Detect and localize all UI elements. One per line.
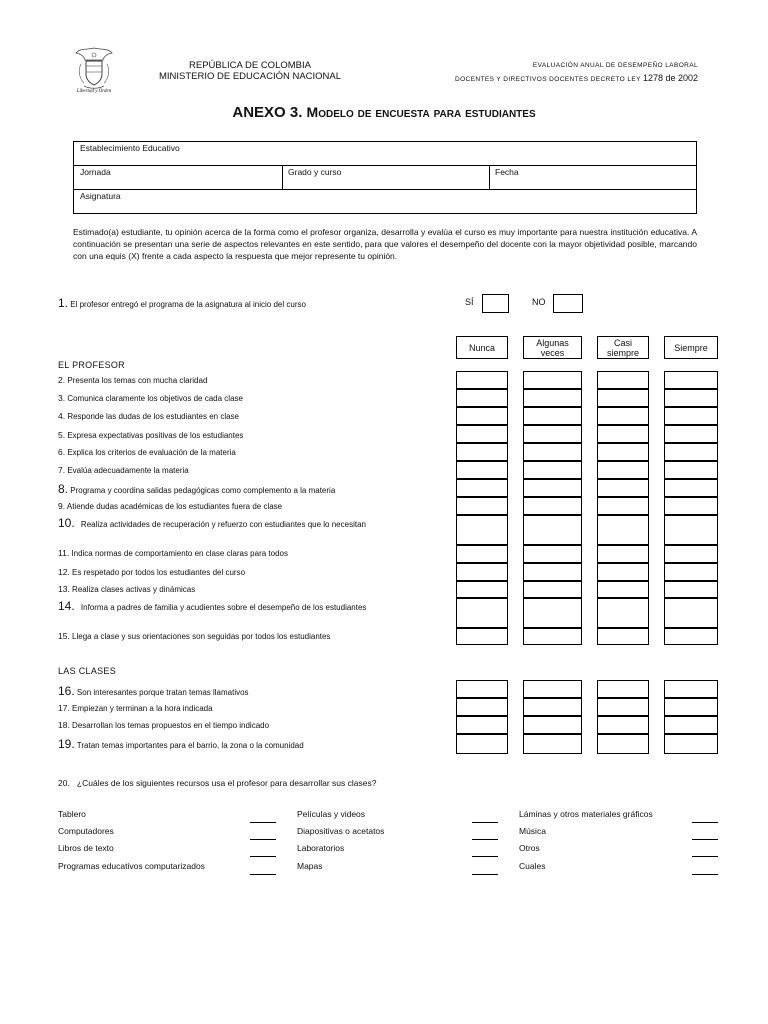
resource-answer-blank[interactable]: [472, 822, 498, 823]
item-number: 4.: [58, 411, 66, 421]
school-field[interactable]: Establecimiento Educativo: [80, 143, 180, 153]
item-text: Indica normas de comportamiento en clase claras para todos: [69, 549, 288, 558]
rating-box-7-4[interactable]: [664, 461, 718, 479]
rating-box-3-1[interactable]: [456, 389, 508, 407]
rating-item-10: [58, 518, 398, 530]
item-text: Desarrollan los temas propuestos en el tiempo indicado: [69, 721, 270, 730]
no-checkbox[interactable]: [553, 294, 583, 313]
rating-box-12-4[interactable]: [664, 563, 718, 581]
resource-answer-blank[interactable]: [692, 874, 718, 875]
rating-box-4-3[interactable]: [597, 407, 649, 425]
rating-box-5-4[interactable]: [664, 425, 718, 443]
resource-answer-blank[interactable]: [250, 839, 276, 840]
country-name: REPÚBLICA DE COLOMBIA: [189, 60, 311, 71]
rating-box-19-2[interactable]: [523, 734, 582, 754]
question-20: [58, 778, 376, 788]
resource-answer-blank[interactable]: [692, 822, 718, 823]
question-number: 1.: [58, 296, 69, 310]
grade-field[interactable]: Grado y curso: [288, 167, 342, 177]
rating-box-2-2[interactable]: [523, 371, 582, 389]
resource-answer-blank[interactable]: [250, 856, 276, 857]
title-text: Modelo de encuesta para estudiantes: [306, 104, 536, 120]
rating-box-17-3[interactable]: [597, 698, 649, 716]
rating-box-2-3[interactable]: [597, 371, 649, 389]
item-text: Comunica claramente los objetivos de cada clase: [65, 394, 243, 403]
question-text: ¿Cuáles de los siguientes recursos usa el profesor para desarrollar sus clases?: [76, 778, 377, 788]
rating-box-6-4[interactable]: [664, 443, 718, 461]
item-number: 7.: [58, 465, 66, 475]
rating-box-10-2[interactable]: [523, 515, 582, 545]
item-number: 15.: [58, 631, 70, 641]
rating-box-18-4[interactable]: [664, 716, 718, 734]
rating-box-17-2[interactable]: [523, 698, 582, 716]
resource-answer-blank[interactable]: [692, 839, 718, 840]
rating-box-9-2[interactable]: [523, 497, 582, 515]
item-text: Atiende dudas académicas de los estudiantes fuera de clase: [65, 502, 283, 511]
scale-header-almost-always: Casi siempre: [597, 336, 649, 359]
resource-label: Otros: [519, 843, 540, 853]
question-text: El profesor entregó el programa de la asignatura al inicio del curso: [70, 300, 306, 309]
page-title: [0, 104, 768, 121]
rating-box-19-1[interactable]: [456, 734, 508, 754]
item-number: 14.: [58, 599, 75, 613]
rating-item-19: [58, 737, 304, 751]
rating-box-14-3[interactable]: [597, 598, 649, 628]
rating-item-7: [58, 465, 189, 475]
rating-box-13-4[interactable]: [664, 581, 718, 598]
resource-label: Cuales: [519, 861, 546, 871]
question-1: [58, 296, 306, 310]
rating-box-11-4[interactable]: [664, 545, 718, 563]
rating-box-17-4[interactable]: [664, 698, 718, 716]
item-text: Es respetado por todos los estudiantes del curso: [69, 568, 246, 577]
item-number: 16.: [58, 684, 75, 698]
rating-item-17: [58, 703, 213, 713]
item-text: Realiza actividades de recuperación y refuerzo con estudiantes que lo necesitan: [78, 520, 366, 529]
rating-box-12-3[interactable]: [597, 563, 649, 581]
decree-label: DOCENTES Y DIRECTIVOS DOCENTES DECRETO LEY: [455, 76, 641, 83]
item-number: 12.: [58, 567, 70, 577]
rating-item-5: [58, 430, 243, 440]
rating-box-3-4[interactable]: [664, 389, 718, 407]
rating-box-6-1[interactable]: [456, 443, 508, 461]
resource-label: Diapositivas o acetatos: [297, 826, 385, 836]
rating-box-16-2[interactable]: [523, 680, 582, 698]
rating-item-16: [58, 684, 249, 698]
rating-box-13-2[interactable]: [523, 581, 582, 598]
rating-box-19-4[interactable]: [664, 734, 718, 754]
rating-box-4-1[interactable]: [456, 407, 508, 425]
rating-box-15-4[interactable]: [664, 628, 718, 645]
rating-box-11-1[interactable]: [456, 545, 508, 563]
item-number: 19.: [58, 737, 75, 751]
rating-box-10-1[interactable]: [456, 515, 508, 545]
rating-box-15-1[interactable]: [456, 628, 508, 645]
rating-item-4: [58, 411, 239, 421]
resource-label: Computadores: [58, 826, 114, 836]
resource-answer-blank[interactable]: [472, 839, 498, 840]
rating-box-17-1[interactable]: [456, 698, 508, 716]
rating-box-9-3[interactable]: [597, 497, 649, 515]
rating-box-15-2[interactable]: [523, 628, 582, 645]
item-number: 5.: [58, 430, 66, 440]
rating-box-12-1[interactable]: [456, 563, 508, 581]
instructions-paragraph: Estimado(a) estudiante, tu opinión acerca de la forma como el profesor organiza, desarrolla y evalúa el curso es muy importante para nuestra institución educativa. A continuación se presentan una serie de aspectos relevantes en este sentido, para que valores el desempeño del docente con la mayor objetividad posible, marcando con una equis (X) frente a cada aspecto la respuesta que mejor represente tu opinión.: [73, 227, 697, 261]
rating-box-18-1[interactable]: [456, 716, 508, 734]
rating-box-14-4[interactable]: [664, 598, 718, 628]
header-issuer: [145, 60, 355, 82]
rating-item-6: [58, 447, 236, 457]
question-number: 20.: [58, 778, 70, 788]
resource-label: Música: [519, 826, 546, 836]
resource-answer-blank[interactable]: [472, 856, 498, 857]
rating-box-4-2[interactable]: [523, 407, 582, 425]
rating-item-9: [58, 501, 282, 511]
rating-box-14-2[interactable]: [523, 598, 582, 628]
rating-item-3: [58, 393, 243, 403]
rating-box-11-3[interactable]: [597, 545, 649, 563]
item-text: Presenta los temas con mucha claridad: [65, 376, 208, 385]
item-text: Informa a padres de familia y acudientes sobre el desempeño de los estudiantes: [78, 603, 367, 612]
header-evaluation-ref: [400, 60, 698, 86]
rating-box-4-4[interactable]: [664, 407, 718, 425]
rating-item-15: [58, 631, 330, 641]
rating-box-8-1[interactable]: [456, 479, 508, 497]
rating-box-7-1[interactable]: [456, 461, 508, 479]
rating-box-8-4[interactable]: [664, 479, 718, 497]
rating-box-6-2[interactable]: [523, 443, 582, 461]
item-text: Explica los criterios de evaluación de la materia: [65, 448, 236, 457]
rating-box-9-1[interactable]: [456, 497, 508, 515]
rating-box-7-3[interactable]: [597, 461, 649, 479]
rating-box-10-4[interactable]: [664, 515, 718, 545]
item-number: 6.: [58, 447, 66, 457]
rating-box-8-2[interactable]: [523, 479, 582, 497]
rating-box-3-2[interactable]: [523, 389, 582, 407]
identification-box: [73, 141, 697, 214]
rating-box-11-2[interactable]: [523, 545, 582, 563]
item-text: Responde las dudas de los estudiantes en clase: [65, 412, 239, 421]
rating-box-18-2[interactable]: [523, 716, 582, 734]
ministry-name: MINISTERIO DE EDUCACIÓN NACIONAL: [158, 71, 342, 82]
item-text: Evalúa adecuadamente la materia: [65, 466, 189, 475]
decree-year: 1278 de 2002: [642, 73, 698, 83]
item-number: 17.: [58, 703, 70, 713]
resource-label: Programas educativos computarizados: [58, 861, 205, 871]
rating-box-9-4[interactable]: [664, 497, 718, 515]
item-text: Programa y coordina salidas pedagógicas como complemento a la materia: [68, 486, 336, 495]
item-text: Tratan temas importantes para el barrio, la zona o la comunidad: [74, 741, 304, 750]
item-number: 9.: [58, 501, 66, 511]
rating-box-6-3[interactable]: [597, 443, 649, 461]
resource-label: Películas y videos: [297, 809, 366, 819]
item-text: Expresa expectativas positivas de los estudiantes: [65, 431, 244, 440]
item-text: Son interesantes porque tratan temas llamativos: [74, 688, 249, 697]
rating-box-15-3[interactable]: [597, 628, 649, 645]
rating-box-5-2[interactable]: [523, 425, 582, 443]
rating-box-16-4[interactable]: [664, 680, 718, 698]
item-number: 8.: [58, 482, 69, 496]
item-number: 18.: [58, 720, 70, 730]
item-number: 11.: [58, 548, 70, 558]
item-number: 3.: [58, 393, 66, 403]
title-prefix: ANEXO 3.: [232, 104, 307, 121]
rating-box-12-2[interactable]: [523, 563, 582, 581]
item-text: Empiezan y terminan a la hora indicada: [69, 704, 213, 713]
scale-header-never: Nunca: [456, 336, 508, 359]
rating-box-8-3[interactable]: [597, 479, 649, 497]
yes-checkbox[interactable]: [482, 294, 509, 313]
rating-item-12: [58, 567, 245, 577]
rating-box-2-1[interactable]: [456, 371, 508, 389]
crest-motto: Libertad y Orden: [76, 89, 112, 94]
date-field[interactable]: Fecha: [495, 167, 519, 177]
resource-label: Láminas y otros materiales gráficos: [519, 809, 653, 819]
rating-box-7-2[interactable]: [523, 461, 582, 479]
rating-box-13-1[interactable]: [456, 581, 508, 598]
rating-box-2-4[interactable]: [664, 371, 718, 389]
evaluation-name: EVALUACIÓN ANUAL DE DESEMPEÑO LABORAL: [532, 62, 698, 69]
resource-label: Libros de texto: [58, 843, 114, 853]
resource-label: Laboratorios: [297, 843, 345, 853]
rating-item-13: [58, 584, 195, 594]
resource-label: Tablero: [58, 809, 86, 819]
resource-answer-blank[interactable]: [692, 856, 718, 857]
resource-answer-blank[interactable]: [250, 874, 276, 875]
rating-box-19-3[interactable]: [597, 734, 649, 754]
rating-box-16-3[interactable]: [597, 680, 649, 698]
subject-field[interactable]: Asignatura: [80, 191, 121, 201]
rating-box-13-3[interactable]: [597, 581, 649, 598]
yes-label: SÍ: [465, 297, 474, 307]
rating-item-14: [58, 601, 398, 613]
rating-box-16-1[interactable]: [456, 680, 508, 698]
rating-box-5-1[interactable]: [456, 425, 508, 443]
no-label: NO: [532, 297, 546, 307]
scale-header-always: Siempre: [664, 336, 718, 359]
item-number: 13.: [58, 584, 70, 594]
item-text: Realiza clases activas y dinámicas: [69, 585, 196, 594]
rating-box-5-3[interactable]: [597, 425, 649, 443]
shift-field[interactable]: Jornada: [80, 167, 111, 177]
rating-box-18-3[interactable]: [597, 716, 649, 734]
item-text: Llega a clase y sus orientaciones son seguidas por todos los estudiantes: [69, 632, 331, 641]
scale-header-sometimes: Algunas veces: [523, 336, 582, 359]
resource-answer-blank[interactable]: [472, 874, 498, 875]
section-teacher-title: EL PROFESOR: [58, 360, 125, 370]
resource-answer-blank[interactable]: [250, 822, 276, 823]
rating-item-2: [58, 375, 207, 385]
item-number: 10.: [58, 516, 75, 530]
rating-item-18: [58, 720, 269, 730]
rating-box-14-1[interactable]: [456, 598, 508, 628]
item-number: 2.: [58, 375, 66, 385]
rating-box-3-3[interactable]: [597, 389, 649, 407]
rating-item-11: [58, 548, 288, 558]
rating-box-10-3[interactable]: [597, 515, 649, 545]
section-classes-title: LAS CLASES: [58, 666, 117, 676]
resource-label: Mapas: [297, 861, 323, 871]
rating-item-8: [58, 482, 335, 496]
